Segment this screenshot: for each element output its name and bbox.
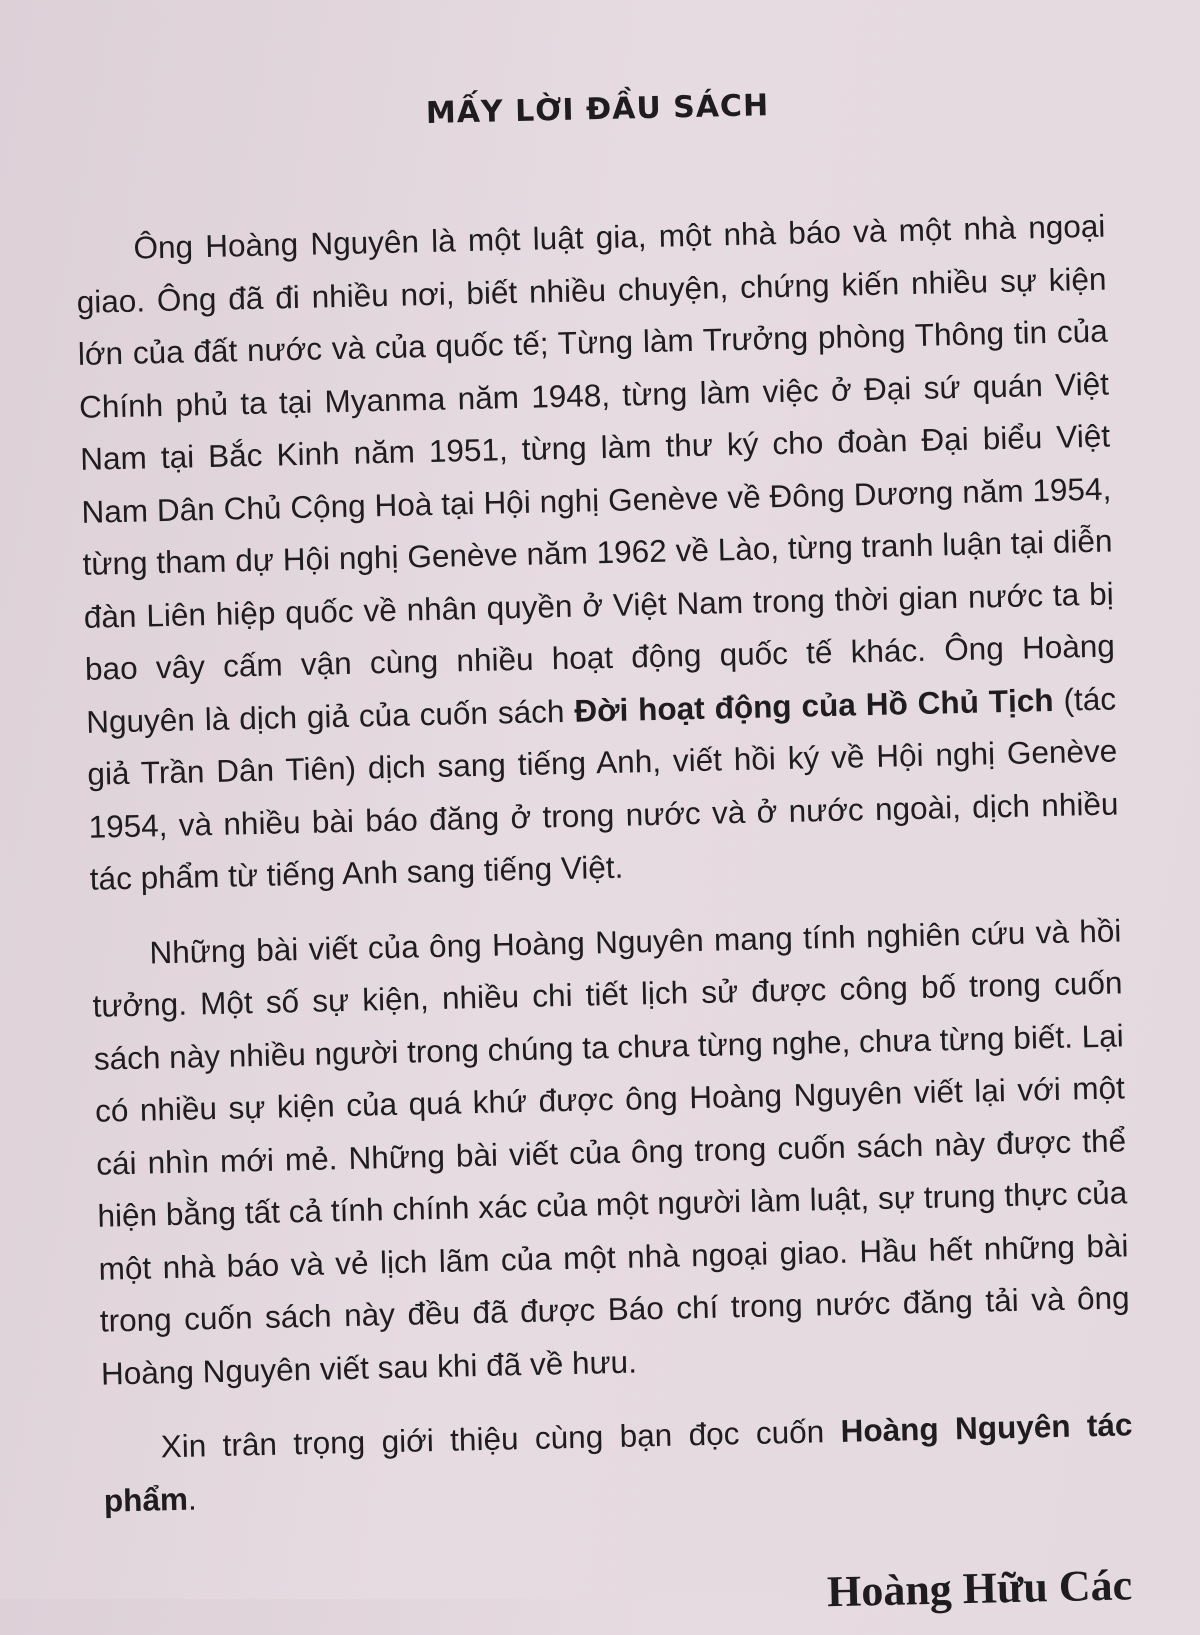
paragraph-intro-text-end: (tác giả Trần Dân Tiên) dịch sang tiếng Anh, viết hồi ký về Hội nghị Genève 1954, và nhiều bài báo đăng ở trong nước và ở nước ngoài, dịch nhiều tác phẩm từ tiếng Anh sang tiếng Việt.	[87, 679, 1119, 897]
paragraph-closing-end: .	[187, 1480, 198, 1517]
paragraph-closing	[102, 1398, 1134, 1526]
paragraph-closing-text: Xin trân trọng giới thiệu cùng bạn đọc cuốn	[160, 1412, 841, 1465]
book-title-bold: Đời hoạt động của Hồ Chủ Tịch	[573, 681, 1054, 729]
paragraph-writings: Những bài viết của ông Hoàng Nguyên mang tính nghiên cứu và hồi tưởng. Một số sự kiện, nhiều chi tiết lịch sử được công bố trong cuốn sách này nhiều người trong chúng ta chưa từng nghe, chưa từng biết. Lại có nhiều sự kiện của quá khứ được ông Hoàng Nguyên viết lại với một cái nhìn mới mẻ. Những bài viết của ông trong cuốn sách này được thể hiện bằng tất cả tính chính xác của một người làm luật, sự trung thực của một nhà báo và vẻ lịch lãm của một nhà ngoại giao. Hầu hết những bài trong cuốn sách này đều đã được Báo chí trong nước đăng tải và ông Hoàng Nguyên viết sau khi đã về hưu.	[92, 911, 1130, 1392]
page-heading: MẤY LỜI ĐẦU SÁCH	[425, 88, 770, 131]
paragraph-intro-text: Ông Hoàng Nguyên là một luật gia, một nhà báo và một nhà ngoại giao. Ông đã đi nhiều nơi, biết nhiều chuyện, chứng kiến nhiều sự kiện lớn của đất nước và của quốc tế; Từng làm Trưởng phòng Thông tin của Chính phủ ta tại Myanma năm 1948, từng làm việc ở Đại sứ quán Việt Nam tại Bắc Kinh năm 1951, từng làm thư ký cho đoàn Đại biểu Việt Nam Dân Chủ Cộng Hoà tại Hội nghị Genève về Đông Dương năm 1954, từng tham dự Hội nghị Genève năm 1962 về Lào, từng tranh luận tại diễn đàn Liên hiệp quốc về nhân quyền ở Việt Nam trong thời gian nước ta bị bao vây cấm vận cùng nhiều hoạt động quốc tế khác. Ông Hoàng Nguyên là dịch giả của cuốn sách	[76, 207, 1116, 740]
collection-title-bold: Hoàng Nguyên tác phẩm	[103, 1406, 1133, 1519]
paragraph-intro	[75, 200, 1120, 906]
author-signature: Hoàng Hữu Các	[826, 1560, 1133, 1617]
